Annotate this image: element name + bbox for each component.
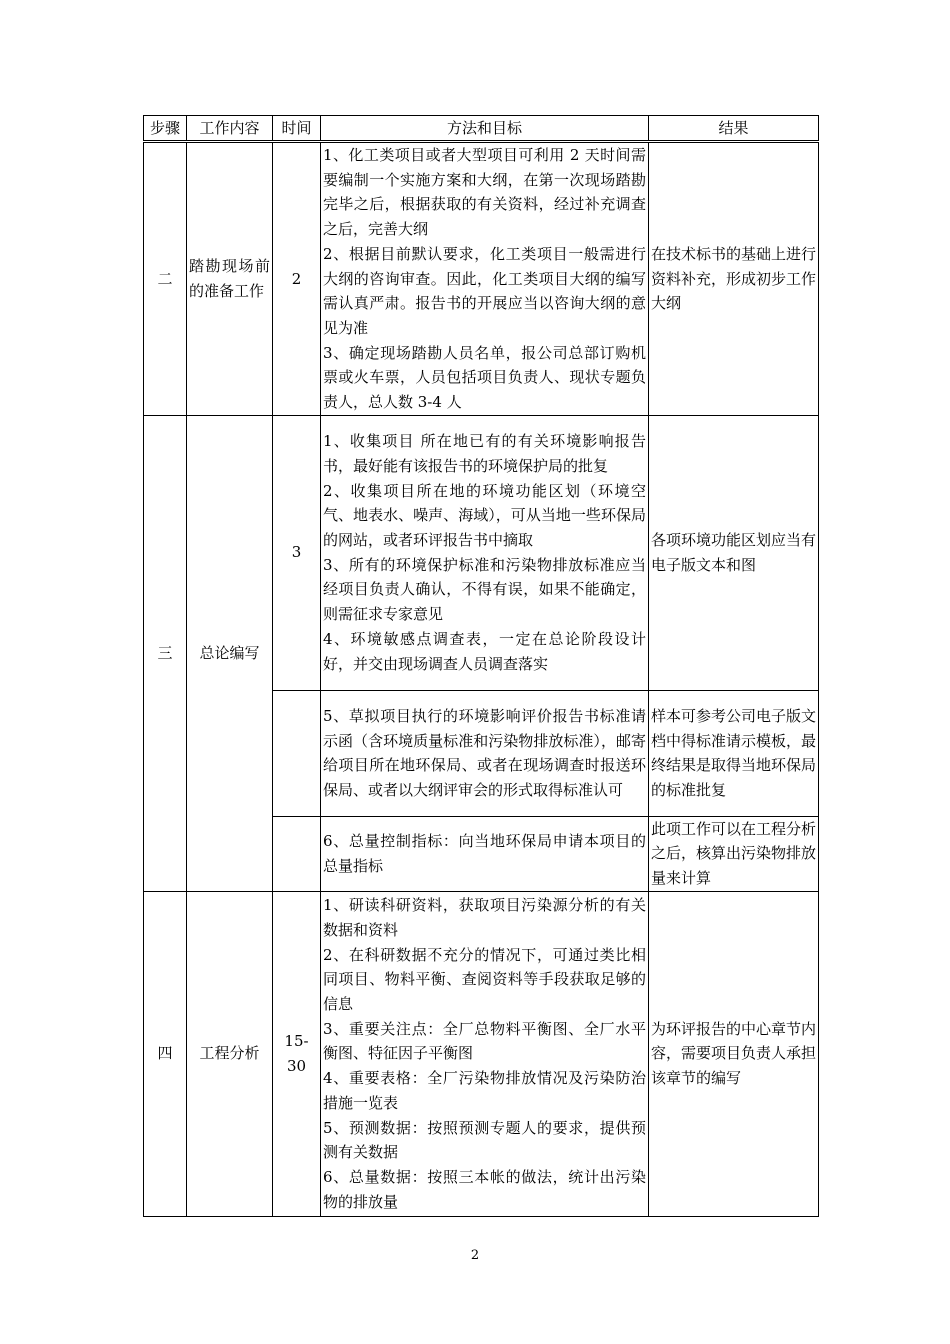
step-cell: 四 [144, 891, 187, 1216]
method-cell [321, 816, 649, 891]
work-cell: 总论编写 [187, 415, 273, 891]
time-cell: 2 [273, 142, 321, 416]
result-cell: 为环评报告的中心章节内容，需要项目负责人承担该章节的编写 [649, 891, 819, 1216]
method-item: 1、化工类项目或者大型项目可利用 2 天时间需要编制一个实施方案和大纲，在第一次现场踏勘完毕之后，根据获取的有关资料，经过补充调查之后，完善大纲 [323, 146, 646, 239]
table-row [144, 891, 819, 1216]
result-cell: 样本可参考公司电子版文档中得标准请示模板，最终结果是取得当地环保局的标准批复 [649, 690, 819, 816]
method-cell [321, 891, 649, 1216]
method-item: 1、收集项目 所在地已有的有关环境影响报告书，最好能有该报告书的环境保护局的批复 [323, 432, 646, 475]
time-cell: 15-30 [273, 891, 321, 1216]
method-cell [321, 142, 649, 416]
method-item: 2、收集项目所在地的环境功能区划（环境空气、地表水、噪声、海域），可从当地一些环保局的网站，或者环评报告书中摘取 [323, 481, 646, 550]
page-number: 2 [470, 1248, 480, 1263]
step-cell: 二 [144, 142, 187, 416]
table-row [144, 415, 819, 690]
header-step: 步骤 [144, 116, 187, 142]
method-item: 6、总量数据：按照三本帐的做法，统计出污染物的排放量 [323, 1168, 646, 1211]
method-item: 2、根据目前默认要求，化工类项目一般需进行大纲的咨询审查。因此，化工类项目大纲的编写需认真严肃。报告书的开展应当以咨询大纲的意见为准 [323, 244, 646, 337]
method-item: 3、确定现场踏勘人员名单，报公司总部订购机票或火车票，人员包括项目负责人、现状专题负责人，总人数 3-4 人 [323, 343, 646, 412]
method-item: 1、研读科研资料，获取项目污染源分析的有关数据和资料 [323, 896, 646, 939]
method-item: 5、草拟项目执行的环境影响评价报告书标准请示函（含环境质量标准和污染物排放标准），邮寄给项目所在地环保局、或者在现场调查时报送环保局、或者以大纲评审会的形式取得标准认可 [323, 706, 646, 799]
result-cell: 各项环境功能区划应当有电子版文本和图 [649, 415, 819, 690]
time-cell [273, 690, 321, 816]
result-cell: 此项工作可以在工程分析之后，核算出污染物排放量来计算 [649, 816, 819, 891]
work-plan-table [143, 115, 819, 1217]
header-work: 工作内容 [187, 116, 273, 142]
header-result: 结果 [649, 116, 819, 142]
time-cell [273, 816, 321, 891]
result-cell: 在技术标书的基础上进行资料补充，形成初步工作大纲 [649, 142, 819, 416]
time-cell: 3 [273, 415, 321, 690]
step-cell: 三 [144, 415, 187, 891]
method-item: 6、总量控制指标：向当地环保局申请本项目的总量指标 [323, 832, 646, 875]
table-header-row [144, 116, 819, 142]
method-item: 2、在科研数据不充分的情况下，可通过类比相同项目、物料平衡、查阅资料等手段获取足够的信息 [323, 945, 646, 1014]
method-item: 4、环境敏感点调查表，一定在总论阶段设计好，并交由现场调查人员调查落实 [323, 629, 646, 673]
method-cell [321, 415, 649, 690]
header-method: 方法和目标 [321, 116, 649, 142]
method-cell [321, 690, 649, 816]
method-item: 3、重要关注点：全厂总物料平衡图、全厂水平衡图、特征因子平衡图 [323, 1019, 646, 1063]
method-item: 5、预测数据：按照预测专题人的要求，提供预测有关数据 [323, 1118, 646, 1162]
method-item: 3、所有的环境保护标准和污染物排放标准应当经项目负责人确认，不得有误，如果不能确定，则需征求专家意见 [323, 555, 646, 624]
table-row [144, 142, 819, 416]
work-cell: 踏勘现场前的准备工作 [187, 142, 273, 416]
work-cell: 工程分析 [187, 891, 273, 1216]
method-item: 4、重要表格：全厂污染物排放情况及污染防治措施一览表 [323, 1069, 646, 1112]
header-time: 时间 [273, 116, 321, 142]
